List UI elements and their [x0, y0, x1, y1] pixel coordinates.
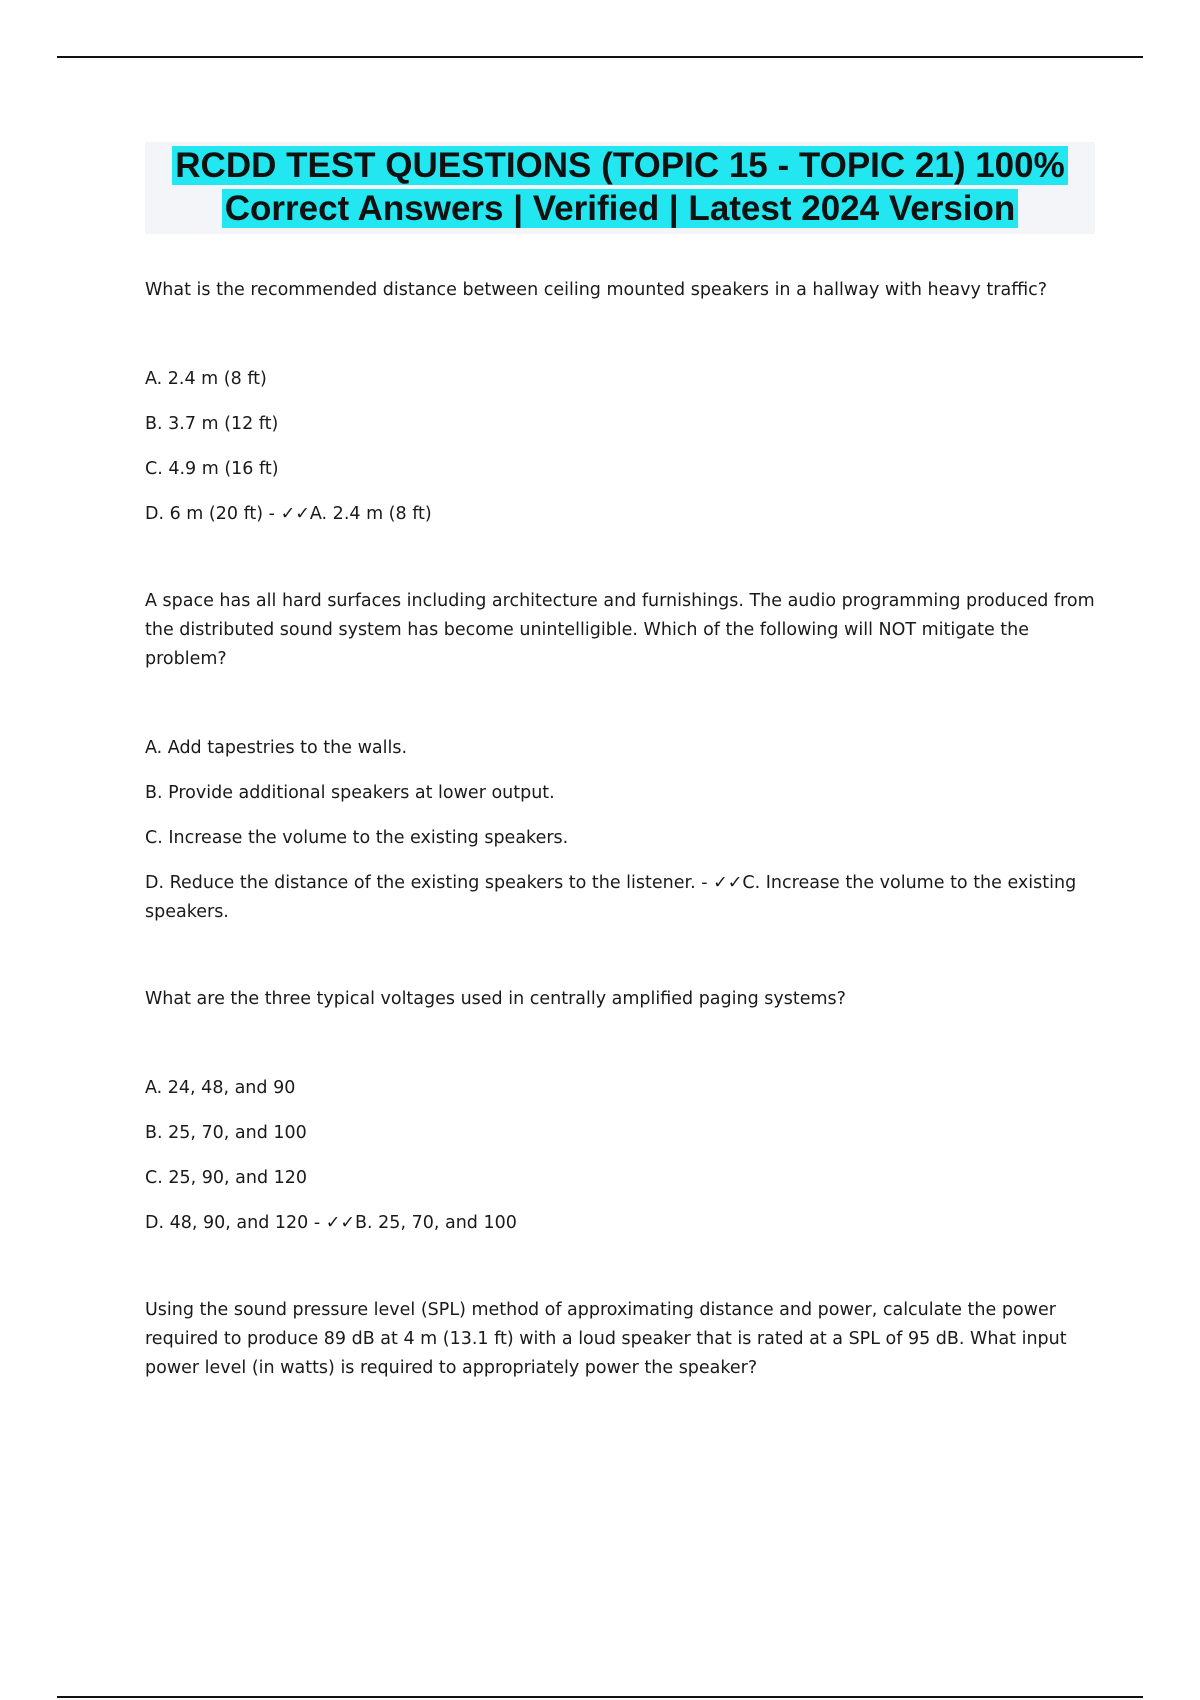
question-text: Using the sound pressure level (SPL) method of approximating distance and power, calculate the power required to produce 89 dB at 4 m (13.1 ft) with a loud speaker that is rated at a SPL of 95 dB. What input power level (in watts) is required to appropriately power the speaker? — [145, 1300, 1067, 1378]
checkmark-icon: ✓✓ — [325, 1213, 356, 1233]
answer-text: A. 2.4 m (8 ft) — [309, 504, 432, 524]
option-b: B. 25, 70, and 100 — [145, 1123, 307, 1143]
option-a: A. 24, 48, and 90 — [145, 1078, 296, 1098]
question-text: A space has all hard surfaces including architecture and furnishings. The audio programming produced from the distributed sound system has become unintelligible. Which of the following will NOT mitigate the problem? — [145, 591, 1095, 669]
checkmark-icon: ✓✓ — [280, 504, 310, 524]
answer-text: B. 25, 70, and 100 — [355, 1213, 517, 1233]
option-c: C. Increase the volume to the existing speakers. — [145, 828, 569, 848]
option-d-with-answer — [145, 1209, 1095, 1238]
title-line-1: RCDD TEST QUESTIONS (TOPIC 15 - TOPIC 21) 100% — [172, 146, 1067, 185]
option-d: D. Reduce the distance of the existing speakers to the listener. - — [145, 873, 714, 893]
question-block — [145, 1296, 1095, 1383]
option-a: A. 2.4 m (8 ft) — [145, 369, 267, 389]
question-list — [145, 276, 1095, 1441]
option-c: C. 25, 90, and 120 — [145, 1168, 308, 1188]
option-b: B. 3.7 m (12 ft) — [145, 414, 279, 434]
option-d-with-answer — [145, 869, 1095, 927]
page-title — [145, 142, 1095, 234]
option-b: B. Provide additional speakers at lower output. — [145, 783, 555, 803]
option-d-with-answer — [145, 500, 1095, 529]
title-line-2: Correct Answers | Verified | Latest 2024 Version — [222, 189, 1019, 228]
bottom-rule — [57, 1696, 1143, 1698]
question-text: What is the recommended distance between ceiling mounted speakers in a hallway with heavy traffic? — [145, 280, 1048, 300]
option-d: D. 48, 90, and 120 - — [145, 1213, 326, 1233]
answer-text: C. Increase the volume to the existing speakers. — [145, 873, 1077, 922]
option-c: C. 4.9 m (16 ft) — [145, 459, 279, 479]
question-block — [145, 276, 1095, 529]
option-a: A. Add tapestries to the walls. — [145, 738, 408, 758]
checkmark-icon: ✓✓ — [713, 873, 743, 893]
top-rule — [57, 56, 1143, 58]
question-block — [145, 985, 1095, 1238]
option-d: D. 6 m (20 ft) - — [145, 504, 281, 524]
question-text: What are the three typical voltages used in centrally amplified paging systems? — [145, 989, 846, 1009]
question-block — [145, 587, 1095, 927]
